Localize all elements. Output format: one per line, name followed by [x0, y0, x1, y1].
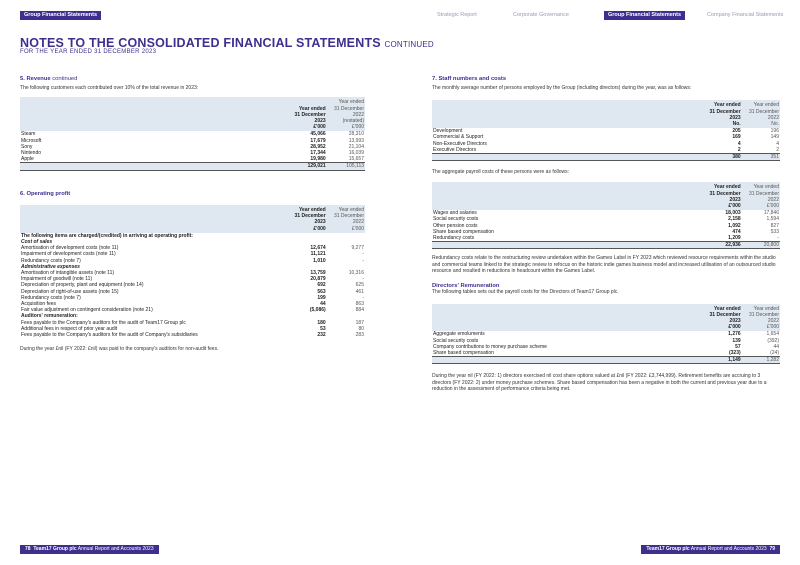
column-header-line: 31 December	[709, 311, 741, 318]
column-header-line: £'000	[766, 324, 779, 331]
directors-note: During the year nil (FY 2022: 1) directors exercised nil cost share options valued at £nil (FY 2022: £3,744,999). Retirement benefits are accruing to 3 directors (FY 2022: 2) under money purchase schemes. Share based compensation has been a negative in both the current and previous year due to a reduction in the assessment of performance criteria being met.	[432, 373, 767, 393]
operating-col2-header	[327, 205, 365, 233]
row-value-current: 563	[317, 288, 326, 295]
column-header-line: Year ended	[338, 99, 364, 106]
row-value-current: 199	[317, 294, 326, 301]
row-label: Aggregate emoluments	[433, 331, 485, 338]
footer-left-company: Team17 Group plc	[33, 546, 77, 552]
column-header-line: 31 December	[748, 108, 779, 115]
row-value-prior: -	[362, 294, 364, 301]
footer-right-page-number: 79	[769, 546, 775, 552]
row-value-current: 205	[732, 128, 741, 135]
nav-strategic-report[interactable]: Strategic Report	[437, 12, 477, 18]
row-label: Apple	[21, 156, 34, 163]
row-value-prior: 9,277	[351, 245, 364, 252]
revenue-col1-header	[287, 97, 327, 131]
column-header-line: £'000	[766, 203, 779, 210]
row-label: Amortisation of development costs (note 11)	[21, 245, 119, 252]
row-label: Other pension costs	[433, 222, 478, 229]
revenue-heading-cont: continued	[52, 76, 78, 82]
row-label: Share based compensation	[433, 350, 494, 357]
row-value-prior: 625	[355, 282, 364, 289]
row-value-current: 4	[737, 140, 741, 147]
row-label: Social security costs	[433, 216, 479, 223]
column-header-line: 31 December	[709, 190, 741, 197]
row-label: Depreciation of property, plant and equipment (note 14)	[21, 282, 144, 289]
staff-col2-header	[742, 100, 780, 128]
revenue-section	[20, 76, 365, 171]
row-value-prior: 80	[358, 325, 364, 332]
row-value-prior: (24)	[770, 350, 779, 357]
operating-section	[20, 191, 365, 353]
total-value-current: 380	[702, 153, 742, 160]
row-value-current: 139	[732, 337, 741, 344]
revenue-col2-header	[327, 97, 365, 131]
row-label: Cost of sales	[21, 239, 53, 246]
row-value-current: 53	[320, 325, 326, 332]
row-value-prior: 13,993	[348, 137, 364, 144]
column-header-line: £'000	[728, 324, 741, 331]
page-title	[20, 36, 434, 50]
row-value-prior: -	[362, 251, 364, 258]
column-header-line: 2022	[767, 318, 779, 325]
revenue-table	[20, 97, 365, 170]
total-value-current: 22,936	[702, 242, 742, 249]
row-value-current: (5,086)	[309, 307, 326, 314]
staff-col1-header	[702, 100, 742, 128]
directors-intro: The following tables sets out the payroll costs for the Directors of Team17 Group plc.	[432, 289, 619, 296]
row-value-prior: 28,310	[348, 131, 364, 138]
directors-rows	[432, 331, 780, 364]
title-continued: CONTINUED	[384, 40, 434, 49]
column-header-line: £'000	[313, 124, 326, 131]
table-row	[432, 350, 780, 357]
row-value-current: 44	[320, 301, 326, 308]
payroll-col2-header	[742, 182, 780, 210]
column-header-line: 2023	[729, 114, 741, 121]
row-label: Wages and salaries	[433, 210, 477, 217]
row-value-prior: 1,594	[766, 216, 779, 223]
row-value-prior: 187	[355, 319, 364, 326]
column-header-line: Year ended	[753, 305, 779, 312]
row-value-prior: 863	[355, 301, 364, 308]
column-header-line: 31 December	[333, 105, 364, 112]
table-row	[432, 147, 780, 154]
directors-table	[432, 304, 780, 365]
row-value-current: 57	[735, 343, 741, 350]
row-label: Redundancy costs (note 7)	[21, 294, 81, 301]
staff-intro: The monthly average number of persons employed by the Group (including directors) during the year, was as follows:	[432, 85, 692, 91]
column-header-line: 2022	[767, 114, 779, 121]
nav-corporate-governance[interactable]: Corporate Governance	[513, 12, 569, 18]
column-header-line: 2023	[314, 117, 326, 124]
row-value-prior: 15,657	[348, 156, 364, 163]
column-header-line: 2022	[352, 219, 364, 226]
row-value-current: 1,092	[728, 222, 741, 229]
column-header-line: Year ended	[713, 305, 741, 312]
total-value-current: 129,021	[287, 163, 327, 170]
row-value-current: 20,879	[310, 276, 326, 283]
row-label: Depreciation of right-of-use assets (note 15)	[21, 288, 119, 295]
header-blank	[432, 182, 702, 210]
column-header-line: Year ended	[298, 207, 326, 213]
total-value-prior: 1,282	[742, 357, 780, 364]
title-text: NOTES TO THE CONSOLIDATED FINANCIAL STATEMENTS	[20, 36, 381, 50]
column-header-line: (restated)	[342, 117, 364, 124]
footer-right-company: Team17 Group plc	[646, 546, 690, 552]
row-value-prior: 17,846	[763, 210, 779, 217]
column-header-line: No.	[771, 120, 779, 127]
column-header-line: 2023	[314, 219, 326, 226]
header-blank	[20, 205, 287, 233]
total-label	[432, 153, 702, 160]
total-label	[432, 357, 702, 364]
row-value-current: 169	[732, 134, 741, 141]
total-row	[432, 153, 780, 160]
staff-rows	[432, 128, 780, 161]
row-value-prior: 4	[776, 140, 779, 147]
payroll-table-header	[432, 182, 780, 210]
row-value-current: 12,674	[310, 245, 326, 252]
row-value-current: 45,066	[310, 131, 326, 138]
row-value-current: 11,121	[310, 251, 326, 258]
row-label: Executive Directors	[433, 146, 477, 153]
row-value-current: 2	[737, 146, 741, 153]
column-header-line: £'000	[351, 124, 364, 131]
operating-note: During the year £nil (FY 2022: £nil) was paid to the company's auditors for non-audit fees.	[20, 346, 219, 353]
row-value-prior: 461	[355, 288, 364, 295]
row-label: Nintendo	[21, 149, 42, 156]
row-label: Company contributions to money purchase scheme	[433, 343, 547, 350]
column-header-line: Year ended	[338, 207, 364, 213]
column-header-line: 2023	[729, 196, 741, 203]
row-label: Redundancy costs (note 7)	[21, 257, 81, 264]
payroll-table	[432, 182, 780, 249]
revenue-table-header	[20, 97, 365, 131]
total-value-prior: 20,800	[742, 242, 780, 249]
total-value-prior: 105,113	[327, 163, 365, 170]
staff-heading: 7. Staff numbers and costs	[432, 76, 507, 82]
column-header-line: Year ended	[298, 105, 326, 112]
column-header-line: £'000	[351, 225, 364, 232]
row-value-current: 28,952	[310, 143, 326, 150]
column-header-line: 31 December	[748, 190, 779, 197]
row-value-prior: -	[777, 235, 779, 242]
payroll-rows	[432, 210, 780, 249]
page-subtitle: FOR THE YEAR ENDED 31 DECEMBER 2023	[20, 49, 157, 55]
table-row	[20, 156, 365, 163]
row-label: Administrative expenses	[21, 263, 80, 270]
column-header-line: 31 December	[333, 213, 364, 220]
row-value-prior: -	[362, 276, 364, 283]
footer-right	[641, 545, 780, 554]
row-value-current: 13,759	[310, 270, 326, 277]
row-label: Additional fees in respect of prior year audit	[21, 325, 118, 332]
revenue-heading	[20, 76, 365, 82]
operating-heading: 6. Operating profit	[20, 191, 71, 197]
row-label: Share based compensation	[433, 228, 494, 235]
row-value-current: 18,003	[725, 210, 741, 217]
row-value-current: 474	[732, 228, 741, 235]
row-value-current: 180	[317, 319, 326, 326]
column-header-line: 31 December	[748, 311, 779, 318]
row-label: Amortisation of intangible assets (note 11)	[21, 270, 115, 277]
column-header-line: Year ended	[753, 102, 779, 109]
row-value-current: (323)	[728, 350, 741, 357]
column-header-line: £'000	[313, 225, 326, 232]
nav-group-financial-statements[interactable]: Group Financial Statements	[604, 11, 685, 20]
operating-table-header	[20, 205, 365, 233]
revenue-rows	[20, 131, 365, 170]
row-label: Non-Executive Directors	[433, 140, 487, 147]
row-label: Impairment of development costs (note 11)	[21, 251, 116, 258]
row-label: Commercial & Support	[433, 134, 484, 141]
row-label: Redundancy costs	[433, 235, 475, 242]
staff-table	[432, 100, 780, 161]
column-header-line: Year ended	[713, 184, 741, 191]
column-header-line: 31 December	[294, 213, 326, 220]
row-value-current: 232	[317, 332, 326, 339]
column-header-line: 31 December	[709, 108, 741, 115]
payroll-col1-header	[702, 182, 742, 210]
row-value-prior: 196	[770, 128, 779, 135]
row-value-current: 692	[317, 282, 326, 289]
row-value-prior: -	[362, 257, 364, 264]
row-value-prior: 2	[776, 146, 779, 153]
total-label	[432, 242, 702, 249]
row-value-current: 1,010	[313, 257, 326, 264]
table-row	[432, 235, 780, 242]
payroll-intro: The aggregate payroll costs of these persons were as follows:	[432, 169, 570, 176]
staff-table-header	[432, 100, 780, 128]
operating-table	[20, 205, 365, 338]
row-value-current: 19,980	[310, 156, 326, 163]
nav-company-financial-statements[interactable]: Company Financial Statements	[707, 12, 784, 18]
row-label: Fair value adjustment on contingent consideration (note 21)	[21, 307, 153, 314]
row-label: Social security costs	[433, 337, 479, 344]
footer-left-report: Annual Report and Accounts 2023	[77, 546, 154, 552]
row-value-prior: (392)	[767, 337, 779, 344]
column-header-line: 2022	[352, 111, 364, 118]
row-label: The following items are charged/(credited) in arriving at operating profit:	[21, 232, 193, 239]
footer-left-page-number: 78	[25, 546, 31, 552]
row-label: Impairment of goodwill (note 11)	[21, 276, 93, 283]
column-header-line: 2023	[729, 318, 741, 325]
total-value-prior: 351	[742, 153, 780, 160]
row-label: Auditors' remuneration:	[21, 313, 78, 320]
section-tag-left: Group Financial Statements	[20, 11, 101, 20]
directors-col2-header	[742, 304, 780, 332]
header-blank	[20, 97, 287, 131]
row-label: Microsoft	[21, 137, 42, 144]
revenue-heading-text: 5. Revenue	[20, 76, 51, 82]
row-label: Steam	[21, 131, 36, 138]
row-label: Sony	[21, 143, 33, 150]
row-value-prior: 1,654	[766, 331, 779, 338]
row-value-prior: 283	[355, 332, 364, 339]
row-value-current: 1,276	[728, 331, 741, 338]
row-value-prior: 149	[770, 134, 779, 141]
column-header-line: 31 December	[294, 111, 326, 118]
row-label: Acquisition fees	[21, 301, 57, 308]
header-blank	[432, 100, 702, 128]
total-label	[20, 163, 287, 170]
row-value-prior: 533	[770, 228, 779, 235]
row-value-prior: 21,104	[348, 143, 364, 150]
column-header-line: Year ended	[753, 184, 779, 191]
row-label: Development	[433, 128, 463, 135]
row-value-prior: 827	[770, 222, 779, 229]
row-label: Fees payable to the Company's auditors for the audit of Team17 Group plc	[21, 319, 186, 326]
total-row	[432, 357, 780, 364]
row-value-prior: 16,039	[348, 149, 364, 156]
directors-table-header	[432, 304, 780, 332]
row-label: Fees payable to the Company's auditors for the audit of Company's subsidiaries	[21, 332, 198, 339]
row-value-prior: 884	[355, 307, 364, 314]
operating-col1-header	[287, 205, 327, 233]
row-value-prior: 10,316	[348, 270, 364, 277]
table-row	[20, 332, 365, 338]
revenue-intro: The following customers each contributed over 10% of the total revenue in 2023:	[20, 85, 199, 91]
header-blank	[432, 304, 702, 332]
row-value-current: 17,679	[310, 137, 326, 144]
column-header-line: £'000	[728, 203, 741, 210]
row-value-current: 17,344	[310, 149, 326, 156]
column-header-line: Year ended	[713, 102, 741, 109]
payroll-note: Redundancy costs relate to the restructuring review undertaken within the Games Label in FY 2023 which reviewed resource requirements within the studio and commercial teams linked to the strategic review to refocus on the historic indie games business model and increased utilisation of an outsourced studio resource and resulted in reductions in headcount within the Games Label.	[432, 255, 776, 275]
column-header-line: 2022	[767, 196, 779, 203]
operating-rows	[20, 233, 365, 338]
footer-right-report: Annual Report and Accounts 2023	[690, 546, 767, 552]
row-value-current: 1,209	[728, 235, 741, 242]
column-header-line: No.	[732, 120, 741, 127]
total-row	[432, 242, 780, 249]
row-value-current: 2,158	[728, 216, 741, 223]
directors-col1-header	[702, 304, 742, 332]
row-value-prior: 44	[773, 343, 779, 350]
footer-left	[20, 545, 159, 554]
total-row	[20, 163, 365, 170]
staff-section	[432, 76, 780, 392]
total-value-current: 1,149	[702, 357, 742, 364]
directors-heading: Directors' Remuneration	[432, 283, 500, 290]
